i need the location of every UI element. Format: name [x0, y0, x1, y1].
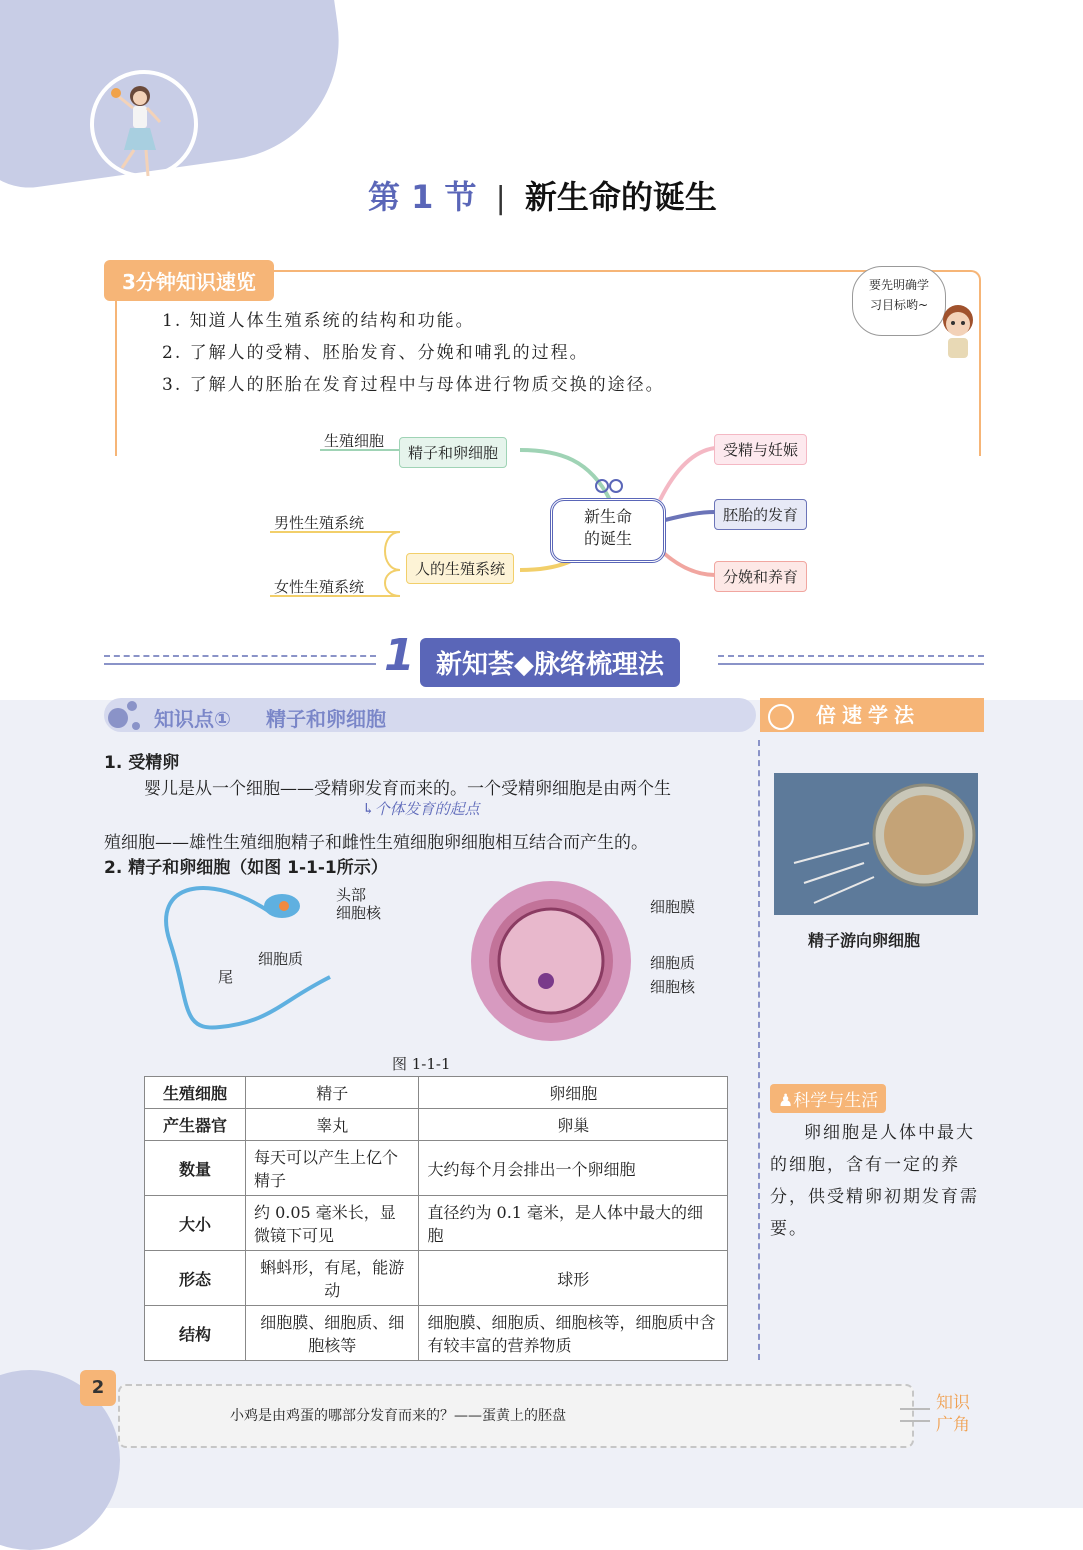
footer-corner [936, 1392, 970, 1436]
egg-label-membrane: 细胞膜 [650, 898, 696, 916]
table-cell: 直径约为 0.1 毫米，是人体中最大的细胞 [419, 1196, 728, 1251]
table-cell: 每天可以产生上亿个精子 [246, 1141, 419, 1196]
paragraph-1b: 殖细胞——雄性生殖细胞精子和雌性生殖细胞卵细胞相互结合而产生的。 [104, 833, 648, 853]
sidebar-tag [760, 698, 984, 732]
section-title: 新生命的诞生 [524, 178, 717, 216]
heading-fertilized-egg: 1. 受精卵 [104, 753, 180, 773]
figure-caption: 图 1-1-1 [392, 1055, 451, 1073]
table-row [145, 1251, 728, 1306]
table-row-label: 结构 [145, 1306, 246, 1361]
leaf-male-system: 男性生殖系统 [274, 514, 365, 532]
handwritten-note [362, 798, 480, 819]
table-cell: 约 0.05 毫米长，显微镜下可见 [246, 1196, 419, 1251]
knowledge-point-label: 知识点① [154, 707, 231, 731]
goal-1: 1. 知道人体生殖系统的结构和功能。 [162, 311, 475, 331]
table-header-cell: 卵细胞 [419, 1077, 728, 1109]
leaf-female-system: 女性生殖系统 [274, 578, 365, 596]
node-embryo: 胚胎的发育 [714, 499, 807, 530]
leaf-germ-cells: 生殖细胞 [324, 432, 385, 450]
table-cell: 睾丸 [246, 1109, 419, 1141]
center-line-2: 的诞生 [583, 529, 632, 548]
page-number: 2 [80, 1370, 116, 1406]
sperm-diagram [150, 882, 340, 1042]
table-cell: 蝌蚪形，有尾，能游动 [246, 1251, 419, 1306]
boy-illustration [936, 300, 980, 360]
egg-diagram [466, 876, 636, 1046]
node-birth: 分娩和养育 [714, 561, 807, 592]
node-reproductive-system: 人的生殖系统 [406, 553, 514, 584]
table-cell: 球形 [419, 1251, 728, 1306]
node-sperm-egg: 精子和卵细胞 [399, 437, 507, 468]
speech-line-1: 要先明确学 [868, 278, 929, 292]
note-arrow-icon: ↳ [362, 800, 375, 818]
science-tag-text: 科学与生活 [793, 1091, 879, 1111]
table-row [145, 1077, 728, 1109]
section-number: 第 1 节 [368, 178, 477, 216]
corner-line-2: 广角 [936, 1415, 970, 1435]
egg-label-nucleus: 细胞核 [650, 978, 696, 996]
knowledge-point-title: 精子和卵细胞 [266, 707, 386, 731]
egg-label-cytoplasm: 细胞质 [650, 954, 696, 972]
person-icon: ♟ [778, 1091, 794, 1111]
banner-line-right [718, 655, 984, 665]
comparison-table [144, 1076, 728, 1361]
column-divider [758, 740, 760, 1360]
science-tag [770, 1084, 886, 1113]
sperm-label-head: 头部 [336, 886, 367, 904]
paragraph-1a: 婴儿是从一个细胞——受精卵发育而来的。一个受精卵细胞是由两个生 [144, 779, 671, 799]
table-row [145, 1109, 728, 1141]
table-header-cell: 生殖细胞 [145, 1077, 246, 1109]
speech-line-2: 习目标哟~ [869, 298, 929, 312]
clip-icon [900, 1408, 930, 1422]
table-cell: 细胞膜、细胞质、细胞核等 [246, 1306, 419, 1361]
node-fertilization: 受精与妊娠 [714, 434, 807, 465]
table-row-label: 数量 [145, 1141, 246, 1196]
sidebar-tag-text: 倍速学法 [816, 703, 920, 727]
table-cell: 细胞膜、细胞质、细胞核等，细胞质中含有较丰富的营养物质 [419, 1306, 728, 1361]
photo-caption: 精子游向卵细胞 [808, 931, 921, 950]
banner-line-left [104, 655, 376, 665]
sperm-egg-photo [774, 773, 978, 915]
table-row [145, 1141, 728, 1196]
page-title [368, 172, 717, 218]
overview-tag: 3分钟知识速览 [104, 260, 274, 301]
table-row-label: 产生器官 [145, 1109, 246, 1141]
note-text: 个体发育的起点 [374, 800, 480, 818]
speech-bubble [852, 266, 946, 336]
goal-3: 3. 了解人的胚胎在发育过程中与母体进行物质交换的途径。 [162, 375, 665, 395]
table-row [145, 1196, 728, 1251]
title-divider: | [495, 181, 506, 216]
table-row [145, 1306, 728, 1361]
table-row-label: 形态 [145, 1251, 246, 1306]
sperm-label-nucleus: 细胞核 [336, 904, 382, 922]
atom-icon [768, 704, 794, 730]
banner-title: 新知荟◆脉络梳理法 [420, 638, 680, 687]
mindmap-center [550, 498, 666, 563]
goal-2: 2. 了解人的受精、胚胎发育、分娩和哺乳的过程。 [162, 343, 589, 363]
corner-line-1: 知识 [936, 1393, 970, 1413]
science-text: 卵细胞是人体中最大的细胞，含有一定的养分，供受精卵初期发育需要。 [770, 1123, 979, 1239]
table-row-label: 大小 [145, 1196, 246, 1251]
banner-mark: 1 [384, 630, 415, 681]
girl-illustration [100, 78, 180, 188]
sperm-label-cytoplasm: 细胞质 [258, 950, 304, 968]
table-cell: 大约每个月会排出一个卵细胞 [419, 1141, 728, 1196]
footer-text: 小鸡是由鸡蛋的哪部分发育而来的？——蛋黄上的胚盘 [230, 1408, 566, 1424]
table-cell: 卵巢 [419, 1109, 728, 1141]
heading-sperm-egg: 2. 精子和卵细胞（如图 1-1-1所示） [104, 858, 388, 878]
center-line-1: 新生命 [583, 507, 632, 526]
table-header-cell: 精子 [246, 1077, 419, 1109]
bubbles-icon [104, 696, 144, 736]
sperm-label-tail: 尾 [218, 968, 234, 986]
